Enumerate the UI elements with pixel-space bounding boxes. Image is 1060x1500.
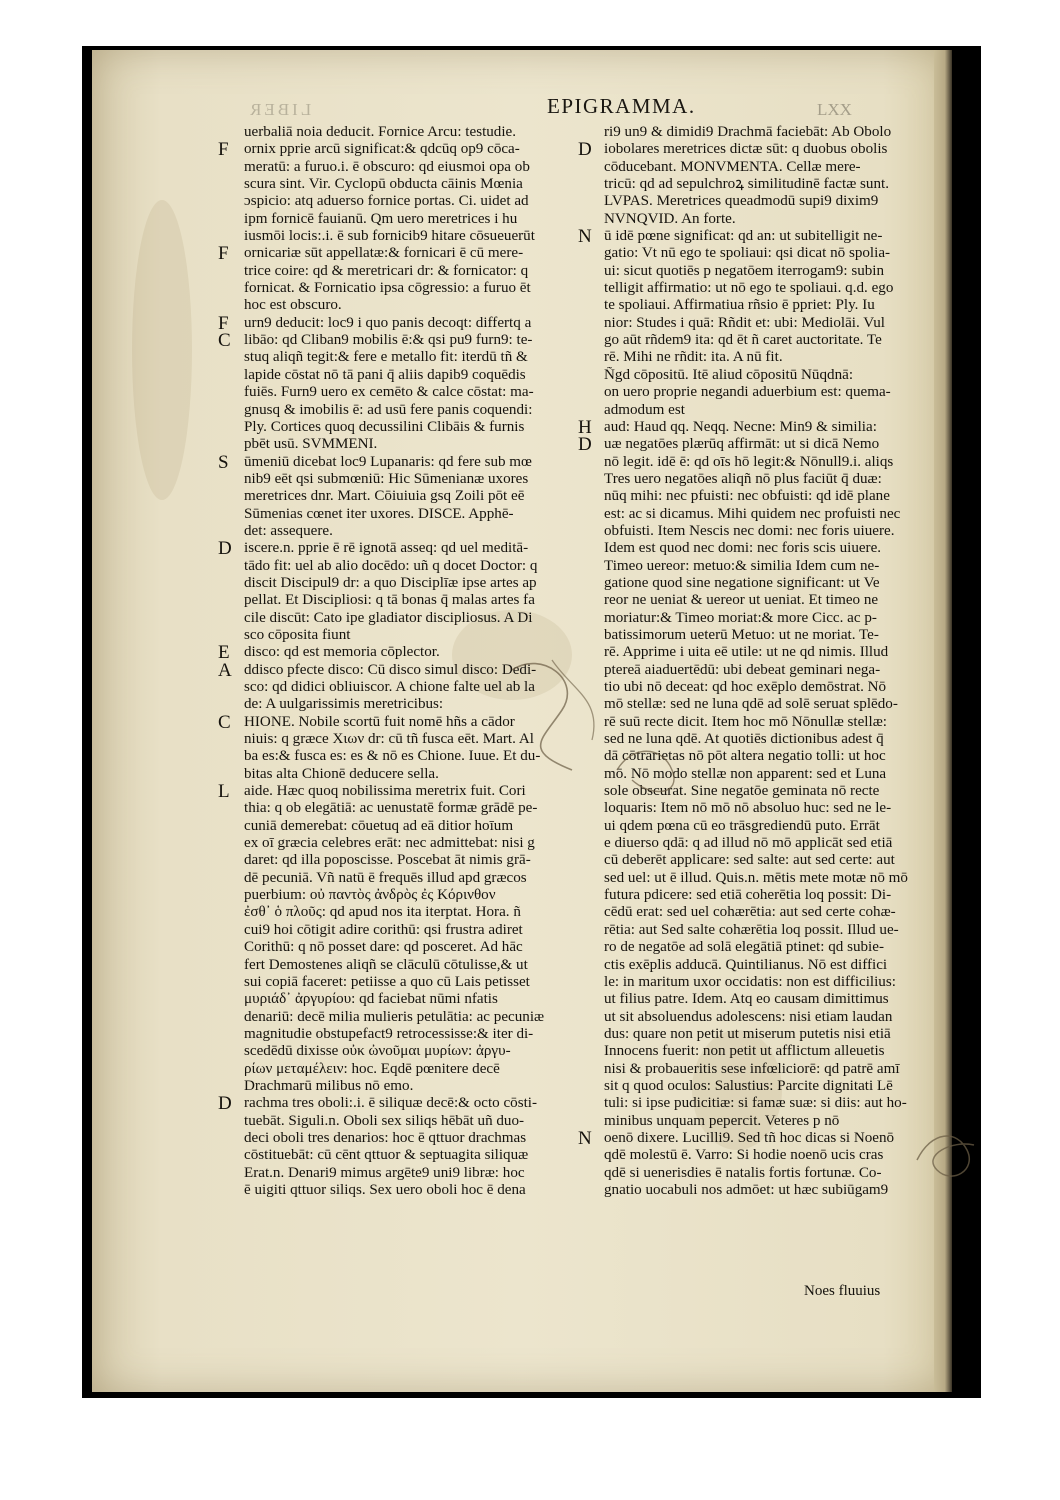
- text-line: cōducebant. MONVMENTA. Cellæ mere-: [604, 158, 861, 175]
- guide-letter: C: [218, 711, 231, 733]
- text-line: Drachmarū milibus nō emo.: [244, 1077, 414, 1094]
- text-entry: [218, 711, 574, 783]
- text-line: disco: qd est memoria cōplector.: [244, 644, 440, 661]
- text-line: nib9 eēt qsi submœniū: Hic Sūmenianæ uxores: [244, 470, 529, 487]
- text-line: sui copiā faceret: petiisse a quo cū Lais petisset: [244, 973, 530, 990]
- text-line: cui9 hoi cōtigit adire corithū: qsi frustra adiret: [244, 921, 523, 938]
- text-entry: [578, 434, 932, 1130]
- text-entry: [218, 451, 574, 541]
- text-line: lapide cōstat nō tā pani q̄ aliis dapib9 coquēdis: [244, 366, 526, 383]
- text-line: ex oī græcia celebres erāt: nec admittebat: nisi g: [244, 835, 535, 852]
- text-line: futura pdicere: sed etiā coherētia loq possit: Di-: [604, 887, 892, 904]
- text-line: bitas alta Chionē deducere sella.: [244, 765, 439, 782]
- text-line: nō legit. idē ē: qd oīs hō legit:& Nōnull9.i. aliqs: [604, 453, 894, 470]
- text-line: minibus unquam pepercit. Veteres p nō: [604, 1112, 840, 1129]
- text-line: ri9 un9 & dimidi9 Drachmā faciebāt: Ab Obolo: [604, 124, 892, 140]
- text-line: magnitudie obstupefact9 retrocessisse:& iter di-: [244, 1025, 534, 1042]
- text-line: pbēt usū. SVMMENI.: [244, 436, 378, 453]
- text-line: qdē si uenerisdies ē natalis fortis fortunæ. Co-: [604, 1164, 882, 1181]
- text-entry: [244, 124, 574, 141]
- text-line: de: A uulgarissimis meretricibus:: [244, 696, 444, 713]
- text-line: cile discūt: Cato ipe gladiator discipliosus. A Di: [244, 609, 533, 626]
- text-line: on uero proprie negandi aduerbium est: quema-: [604, 384, 891, 401]
- guide-letter: F: [218, 139, 229, 161]
- text-line: Timeo uereor: metuo:& similia Idem cum ne-: [604, 557, 880, 574]
- text-line: meratū: a furuo.i. ē obscuro: qd eiusmoi opa ob: [244, 158, 530, 175]
- text-line: nūq mihi: nec pfuisti: nec obfuisti: qd idē plane: [604, 488, 890, 505]
- show-through-text-left: LIBER: [247, 100, 312, 119]
- text-line: nisi & probaueritis sese infœliciorē: qd patrē amī: [604, 1060, 900, 1077]
- text-entry: [218, 781, 574, 1095]
- text-line: uæ negatōes plærūq affirmāt: ut si dicā Nemo: [604, 436, 880, 453]
- text-line: telligit affirmatio: ut nō ego te spoliaui. q.d. ego: [604, 280, 894, 297]
- book-page: [92, 50, 952, 1392]
- text-line: sole obscurat. Sine negatōe geminata nō recte: [604, 783, 880, 800]
- text-line: ba es:& fusca es: es & nō es Chione. Iuue. Et du-: [244, 748, 541, 765]
- text-entry: [218, 139, 574, 245]
- text-entry: [218, 538, 574, 644]
- text-line: NVNQVID. An forte.: [604, 210, 736, 227]
- text-line: batissimorum ueterū Metuo: ut ne moriat. Te-: [604, 626, 879, 643]
- text-line: Innocens fuerit: non petit ut afflictum alleuetis: [604, 1043, 885, 1060]
- text-line: sco: qd didici obliuiscor. A chione falte uel ab la: [244, 679, 535, 695]
- text-line: sed ne luna qdē. At quotiēs dictionibus adest q̄: [604, 731, 884, 748]
- text-entry: [604, 124, 932, 141]
- text-line: thia: q ob elegātiā: ac uenustatē formæ grādē pe-: [244, 800, 538, 817]
- text-line: gatio: Vt nū ego te spoliaui: qsi dicat nō spolia-: [604, 245, 891, 262]
- text-line: fuiēs. Furn9 uero ex cemēto & calce cōstat: ma-: [244, 384, 534, 401]
- text-line: Tres uero negatōes aliqñ nō plus faciūt q̄ duæ:: [604, 470, 882, 487]
- text-line: ἐσθ᾽ ὁ πλοῦς: qd apud nos ita iterptat. Hora. ñ: [244, 904, 521, 921]
- text-entry: [218, 659, 574, 714]
- text-line: Corithū: q nō posset dare: qd posceret. Ad hāc: [244, 939, 523, 956]
- text-line: ut filius patre. Idem. Atq eo causam dimittimus: [604, 991, 889, 1008]
- text-entry: [218, 642, 574, 664]
- text-line: ipm fornicē fauianū. Qm uero meretrices i hu: [244, 210, 518, 227]
- text-line: cuniā demerebat: cōuetuq ad eā ditior hoīum: [244, 817, 514, 834]
- show-through-text-right: LXX: [817, 100, 852, 119]
- text-line: cū deberēt applicare: sed salte: aut sed certe: aut: [604, 852, 895, 869]
- guide-letter: N: [578, 226, 592, 248]
- right-text-column: [578, 124, 932, 1199]
- text-line: Ñgd cōpositū. Itē aliud cōpositū Nūqdnā:: [604, 366, 854, 383]
- text-line: meretrices dnr. Mart. Cōiuiuia gsq Zoili pōt eē: [244, 488, 525, 505]
- text-line: te spoliaui. Affirmatiua rñsio ē ppriet: Ply. Iu: [604, 297, 875, 314]
- guide-letter: D: [218, 538, 232, 560]
- guide-letter: N: [578, 1127, 592, 1149]
- text-line: Ply. Cortices quoq decussilini Clibāis & furnis: [244, 418, 525, 435]
- text-line: qdē molestū ē. Varro: Si hodie noenō ucis cras: [604, 1147, 884, 1164]
- text-entry: [578, 139, 932, 228]
- text-line: ro de negatōe ad solā elegātiā ptinet: qd subie-: [604, 939, 884, 956]
- text-line: rē. Mihi ne rñdit: ita. A nū fit.: [604, 349, 783, 366]
- text-line: libāo: qd Cliban9 mobilis ē:& qsi pu9 furn9: te-: [244, 332, 533, 349]
- text-line: aud: Haud qq. Neqq. Necne: Min9 & similia:: [604, 418, 877, 435]
- text-line: admodum est: [604, 401, 685, 418]
- text-line: e diuerso qdā: q ad illud nō mō applicāt sed etiā: [604, 835, 893, 852]
- text-line: denariū: decē milia mulieris petulātia: ac pecuniæ: [244, 1008, 545, 1025]
- text-line: rē. Apprime i uita eē utile: ut ne qd nimis. Illud: [604, 644, 889, 661]
- text-line: Erat.n. Denari9 mimus argēte9 uni9 libræ: hoc: [244, 1164, 525, 1181]
- text-line: est: ac si dicamus. Mihi quidem nec profuisti nec: [604, 505, 901, 522]
- text-entry: [218, 1093, 574, 1199]
- text-line: rētia: aut Sed salte cohærētia loq possit. Illud ue-: [604, 921, 899, 938]
- text-line: ui: sicut quotiēs p negatōem iterrogam9: subin: [604, 262, 885, 279]
- text-line: reor ne ueniat & uereor ut ueniat. Et timeo ne: [604, 592, 879, 609]
- text-line: deci oboli tres denarios: hoc ē qttuor drachmas: [244, 1129, 527, 1146]
- text-line: pellat. Et Discipliosi: q tā bonas q̄ malas artes fa: [244, 592, 535, 609]
- text-line: rachma tres oboli:.i. ē siliquæ decē:& octo cōsti-: [244, 1095, 537, 1112]
- left-text-column: [218, 124, 574, 1199]
- text-line: tricū: qd ad sepulchroꝝ similitudinē factæ sunt.: [604, 176, 889, 193]
- text-line: fert Demostenes aliqñ se clāculū cōtulisse,& ut: [244, 956, 528, 973]
- text-line: sco cōposita fiunt: [244, 626, 351, 643]
- text-line: discit Discipul9 dr: a quo Disciplīæ ipse artes ap: [244, 574, 537, 591]
- text-line: dē pecuniā. Vñ natū ē frequēs illud apd græcos: [244, 869, 527, 886]
- text-entry: [578, 416, 932, 438]
- guide-letter: F: [218, 243, 229, 265]
- catchword: Noes fluuius: [804, 1283, 881, 1299]
- guide-letter: S: [218, 451, 229, 473]
- guide-letter: F: [218, 312, 229, 334]
- scan-frame: [82, 46, 981, 1398]
- text-line: stuq aliqñ tegit:& fere e metallo fit: iterdū tñ &: [244, 349, 528, 366]
- text-line: daret: qd illa poposcisse. Poscebat āt nimis grā-: [244, 852, 531, 869]
- text-line: ptereā aiaduertēdū: ubi debeat geminari nega-: [604, 661, 881, 678]
- text-line: sit q quod oculos: Salustius: Parcite dignitati Lē: [604, 1077, 893, 1094]
- text-line: mō stellæ: sed ne luna qdē ad solē seruat splēdo-: [604, 696, 898, 713]
- text-line: loquaris: Item nō mō nō absoluo huc: sed ne le-: [604, 800, 892, 817]
- text-line: ɔspicio: atq aduerso fornice portas. Ci. uidet ad: [244, 193, 529, 210]
- page-edge-shadow: [934, 50, 952, 1392]
- text-line: oenō dixere. Lucilli9. Sed tñ hoc dicas si Noenō: [604, 1129, 895, 1146]
- running-head: EPIGRAMMA.: [547, 94, 696, 118]
- text-line: ornix pprie arcū significat:& qdcūq op9 cōca-: [244, 141, 520, 158]
- text-line: trice coire: qd & meretricari dr: & fornicator: q: [244, 262, 529, 279]
- text-line: ē uigiti qttuor siliqs. Sex uero oboli hoc ē dena: [244, 1181, 526, 1198]
- text-line: fornicat. & Fornicatio ipsa cōgressio: a furuo ēt: [244, 280, 531, 297]
- text-line: tio ubi nō deceat: qd hoc exēplo demōstrat. Nō: [604, 679, 887, 695]
- text-entry: [578, 226, 932, 419]
- guide-letter: L: [218, 781, 230, 803]
- text-line: aide. Hæc quoq nobilissima meretrix fuit. Cori: [244, 783, 526, 800]
- text-line: HIONE. Nobile scortū fuit nomē hñs a cādor: [244, 713, 515, 730]
- guide-letter: A: [218, 659, 232, 681]
- text-line: ū idē pœne significat: qd an: ut subitelligit ne-: [604, 228, 883, 245]
- text-entry: [218, 312, 574, 334]
- text-line: niuis: q græce Χιων dr: cū tñ fusca eēt. Mart. Al: [244, 731, 534, 748]
- text-entry: [218, 243, 574, 314]
- text-line: scedēdū dixisse οὐκ ὠνοῦμαι μυρίων: ἀργυ-: [244, 1043, 511, 1060]
- guide-letter: D: [578, 434, 592, 456]
- text-line: moriatur:& Timeo moriat:& more Cicc. ac p-: [604, 609, 877, 626]
- text-line: ρίων μεταμέλειν: hoc. Eqdē pœnitere decē: [244, 1060, 500, 1077]
- text-line: ctis exēplis adducā. Quintilianus. Nō est diffici: [604, 956, 888, 973]
- text-entry: [578, 1127, 932, 1199]
- guide-letter: H: [578, 416, 592, 438]
- text-line: hoc est obscuro.: [244, 297, 342, 314]
- text-line: mō. Nō modo stellæ non apparent: sed et Luna: [604, 765, 887, 782]
- text-line: tādo fit: uel ab alio docēdo: uñ q docet Doctor: q: [244, 557, 538, 574]
- text-line: LVPAS. Meretrices queadmodū supi9 dixim9: [604, 193, 879, 210]
- text-line: Idem est quod nec domi: nec foris scis uiuere.: [604, 540, 882, 557]
- text-line: iusmōi locis:.i. ē sub fornicib9 hitare cōsueuerūt: [244, 228, 535, 245]
- text-line: det: assequere.: [244, 522, 333, 539]
- guide-letter: D: [218, 1093, 232, 1115]
- text-line: gnusq & imobilis ē: ad usū fere panis coquendi:: [244, 401, 533, 418]
- text-line: cēdū erat: sed uel cohærētia: aut sed certe cohæ-: [604, 904, 896, 921]
- text-line: dus: quare non petit ut miserum putetis nisi etiā: [604, 1025, 891, 1042]
- text-line: sed uel: ut ē illud. Quis.n. mētis mete motæ nō mō: [604, 869, 908, 886]
- text-line: ornicariæ sūt appellatæ:& fornicari ē cū mere-: [244, 245, 524, 262]
- text-line: uerbaliā noia deducit. Fornice Arcu: testudie.: [244, 124, 517, 140]
- text-line: μυριάδ᾽ ἀργυρίου: qd faciebat nūmi nfatis: [244, 991, 498, 1008]
- paper-stain: [132, 200, 192, 500]
- text-line: iobolares meretrices dictæ sūt: q duobus obolis: [604, 141, 888, 158]
- text-line: tuli: si ipse pudicitiæ: si famæ suæ: si diis: aut ho-: [604, 1095, 907, 1112]
- text-line: obfuisti. Item Nescis nec domi: nec foris uiuere.: [604, 522, 895, 539]
- text-line: urn9 deducit: loc9 i quo panis decoqt: differtq a: [244, 314, 532, 331]
- text-line: cōstituebāt: cū cēnt qttuor & septuagita siliquæ: [244, 1147, 529, 1164]
- text-line: rē suū recte dicit. Item hoc mō Nōnullæ stellæ:: [604, 713, 887, 730]
- text-line: ui qdem pœna cū eo trāsgrediendū puto. Errāt: [604, 817, 880, 834]
- text-line: dā cōtrarietas nō pōt altera negatio tolli: ut hoc: [604, 748, 886, 765]
- text-line: iscere.n. pprie ē rē ignotā asseq: qd uel meditā-: [244, 540, 529, 557]
- text-line: scura sint. Vir. Cyclopū obducta cāinis Mœnia: [244, 176, 523, 193]
- text-line: puerbium: οὐ παντὸς ἀνδρὸς ἐς Κόρινθον: [244, 887, 496, 904]
- text-line: gatione quod sine negatione significant: ut Ve: [604, 574, 880, 591]
- guide-letter: D: [578, 139, 592, 161]
- text-line: Sūmenias cœnet iter uxores. DISCE. Apphē-: [244, 505, 514, 522]
- text-entry: [218, 330, 574, 453]
- text-line: le: in maritum uxor occidatis: non est difficilius:: [604, 973, 896, 990]
- text-line: ūmeniū dicebat loc9 Lupanaris: qd fere sub mœ: [244, 453, 532, 470]
- text-line: ut sit absoluendus adolescens: nisi etiam laudan: [604, 1008, 893, 1025]
- text-line: ddisco pfecte disco: Cū disco simul disco: Dedi-: [244, 661, 537, 678]
- text-line: tuebāt. Siguli.n. Oboli sex siliqs hēbāt uñ duo-: [244, 1112, 525, 1129]
- guide-letter: E: [218, 642, 230, 664]
- text-line: gnatio uocabuli nos admōet: ut hæc subiūgam9: [604, 1181, 889, 1198]
- text-line: nior: Studes i quā: Rñdit et: ubi: Mediolāi. Vul: [604, 314, 885, 331]
- guide-letter: C: [218, 330, 231, 352]
- text-line: go aūt rñdem9 ita: qd ēt ñ caret auctoritate. Te: [604, 332, 882, 349]
